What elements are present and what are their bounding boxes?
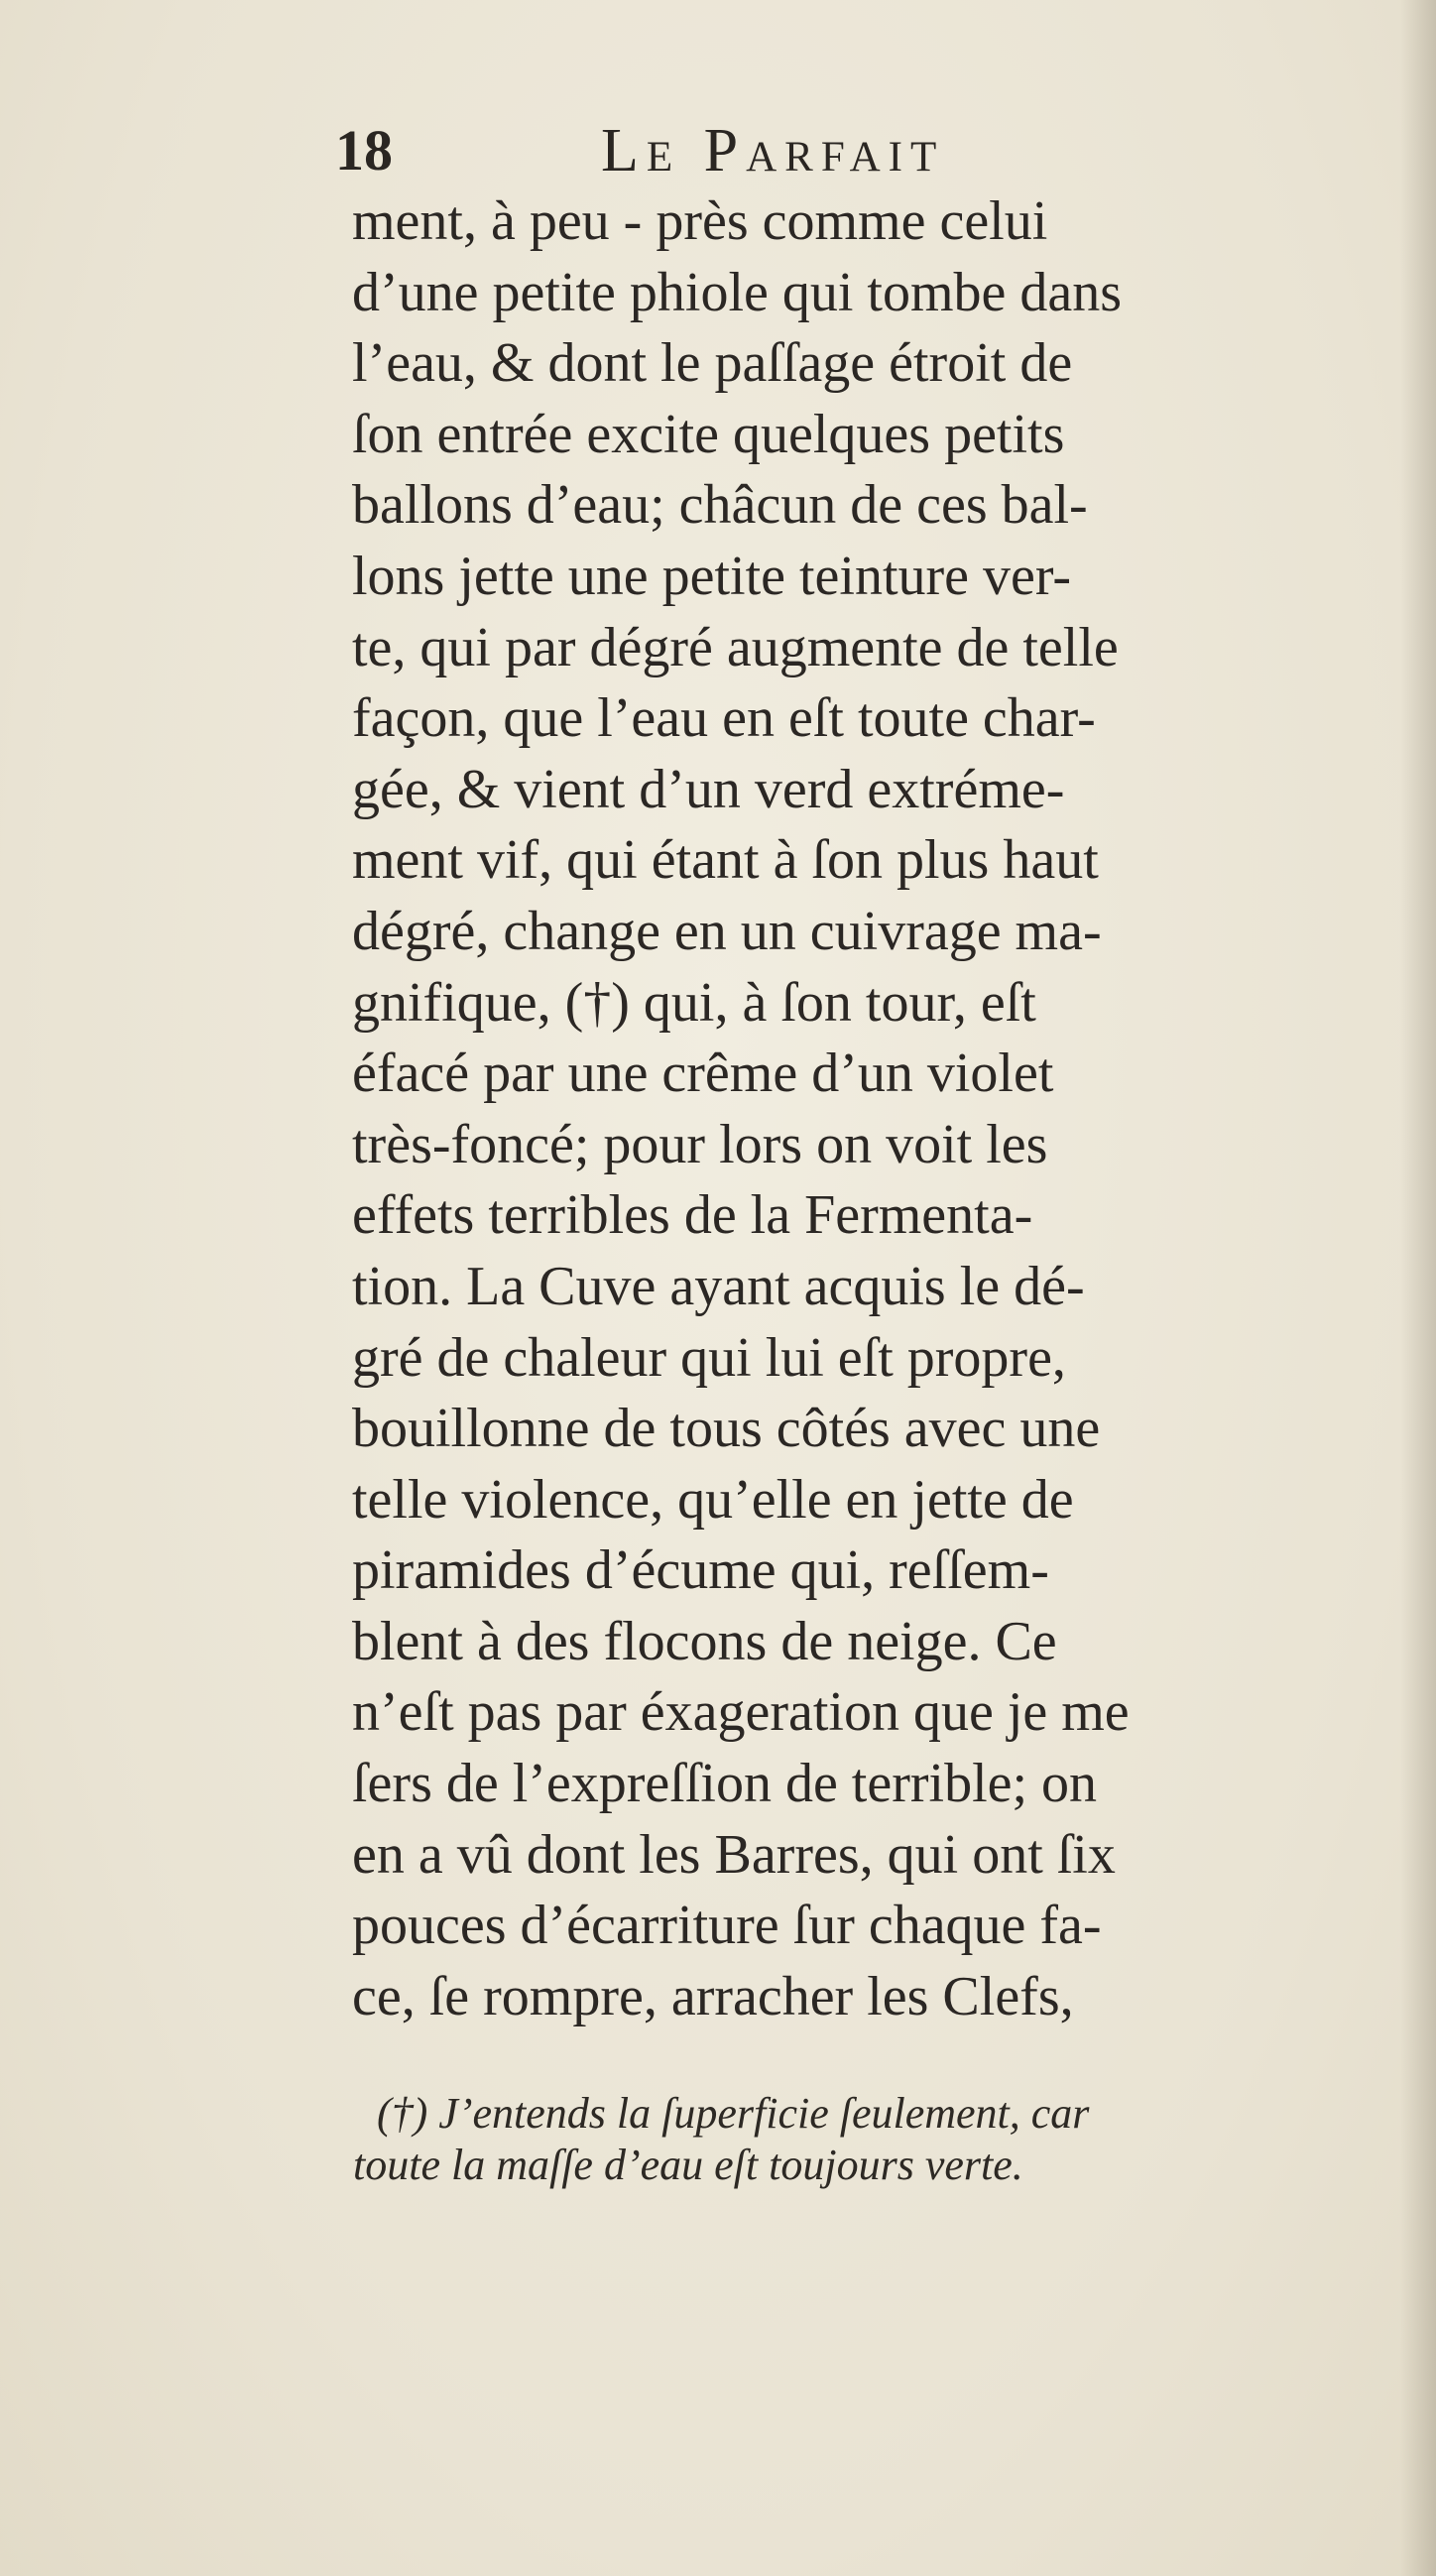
text-line: très-foncé; pour lors on voit les [352, 1113, 1048, 1175]
text-line: d’une petite phiole qui tombe dans [352, 261, 1123, 323]
page-number: 18 [335, 118, 393, 183]
text-line: ment, à peu - près comme celui [352, 190, 1048, 252]
text-line: gré de chaleur qui lui eſt propre, [352, 1326, 1066, 1389]
footnote-line: (†) J’entends la ſuperficie ſeulement, car [377, 2089, 1090, 2138]
text-line: ce, ſe rompre, arracher les Clefs, [352, 1965, 1074, 2027]
text-line: effets terribles de la Fermenta- [352, 1184, 1033, 1247]
text-line: telle violence, qu’elle en jette de [352, 1468, 1074, 1531]
text-line: gée, & vient d’un verd extréme- [352, 758, 1065, 820]
text-line: te, qui par dégré augmente de telle [352, 616, 1119, 678]
text-line: pouces d’écarriture ſur chaque fa- [352, 1895, 1102, 1957]
page-header [335, 111, 1089, 190]
text-line: dégré, change en un cuivrage ma- [352, 900, 1102, 962]
text-line: n’eſt pas par éxageration que je me [352, 1681, 1130, 1744]
text-line: en a vû dont les Barres, qui ont ſix [352, 1823, 1116, 1886]
footnote [353, 2088, 1329, 2191]
text-line: piramides d’écume qui, reſſem- [352, 1539, 1049, 1602]
text-line: ſers de l’expreſſion de terrible; on [352, 1753, 1098, 1815]
text-line: éfacé par une crême d’un violet [352, 1043, 1054, 1105]
running-head: Le Parfait [601, 117, 945, 184]
footnote-line: toute la maſſe d’eau eſt toujours verte. [353, 2141, 1023, 2189]
text-line: blent à des flocons de neige. Ce [352, 1610, 1057, 1672]
text-line: l’eau, & dont le paſſage étroit de [352, 332, 1073, 395]
text-line: lons jette une petite teinture ver- [352, 545, 1072, 607]
text-line: tion. La Cuve ayant acquis le dé- [352, 1255, 1085, 1317]
text-line: ment vif, qui étant à ſon plus haut [352, 829, 1099, 892]
text-line: ballons d’eau; châcun de ces bal- [352, 474, 1088, 537]
page-edge-shadow [1400, 0, 1436, 2576]
text-line: façon, que l’eau en eſt toute char- [352, 687, 1096, 750]
text-line: gnifique, (†) qui, à ſon tour, eſt [352, 971, 1036, 1034]
body-text [352, 186, 1319, 2032]
text-line: bouillonne de tous côtés avec une [352, 1398, 1101, 1460]
text-line: ſon entrée excite quelques petits [352, 403, 1065, 465]
